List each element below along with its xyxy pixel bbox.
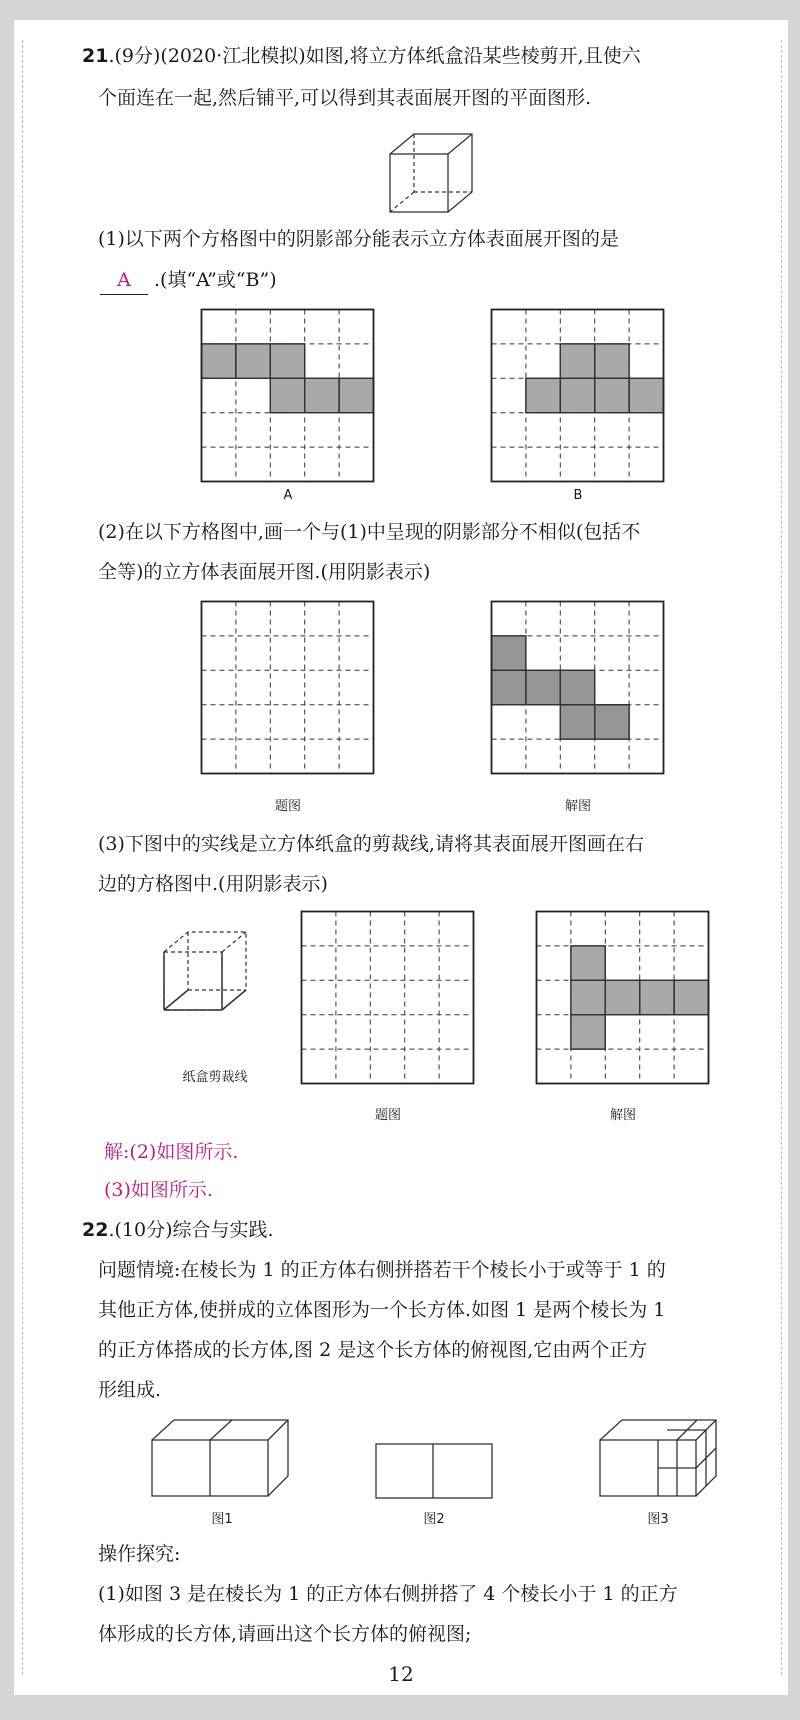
shaded-cell [270, 378, 304, 412]
grid-b-label: B [573, 488, 583, 503]
shaded-cell [560, 344, 594, 378]
q22-figure-1-caption: 图1 [211, 1512, 233, 1527]
shaded-cell [202, 344, 236, 378]
shaded-cell [560, 378, 594, 412]
shaded-cell [571, 980, 605, 1014]
shaded-cell [595, 378, 629, 412]
q21-cut-cube-figure [162, 930, 252, 1012]
q21-number: 21 [82, 45, 109, 67]
q22-context-2: 其他正方体,使拼成的立体图形为一个长方体.如图 1 是两个棱长为 1 [98, 1299, 666, 1321]
q21-header-text: .(9分)(2020·江北模拟)如图,将立方体纸盒沿某些棱剪开,且使六 [108, 45, 641, 67]
shaded-cell [526, 378, 560, 412]
q21-header [82, 42, 641, 70]
shaded-cell [605, 980, 639, 1014]
q22-context-1: 问题情境:在棱长为 1 的正方体右侧拼搭若干个棱长小于或等于 1 的 [98, 1259, 666, 1281]
q22-figure-2 [375, 1443, 493, 1499]
shaded-cell [595, 705, 629, 739]
part2-question-grid [200, 600, 375, 775]
q21-part3-line2: 边的方格图中.(用阴影表示) [98, 873, 328, 895]
shaded-cell [339, 378, 373, 412]
q21-part3-line1: (3)下图中的实线是立方体纸盒的剪裁线,请将其表面展开图画在右 [98, 833, 644, 855]
q22-figure-3 [598, 1418, 718, 1498]
shaded-cell [270, 344, 304, 378]
q22-context-4: 形组成. [98, 1379, 162, 1401]
q21-part1-line1: (1)以下两个方格图中的阴影部分能表示立方体表面展开图的是 [98, 228, 619, 250]
part2-caption-right: 解图 [564, 799, 591, 814]
q22-header [82, 1216, 274, 1244]
q22-header-text: .(10分)综合与实践. [108, 1219, 274, 1241]
q22-figure-2-caption: 图2 [423, 1512, 445, 1527]
q21-cube-figure [388, 132, 478, 214]
margin-line-right [781, 40, 782, 1675]
part3-caption-right: 解图 [609, 1108, 636, 1123]
q21-line2: 个面连在一起,然后铺平,可以得到其表面展开图的平面图形. [98, 87, 592, 109]
part3-answer-grid [535, 910, 710, 1085]
q21-part2-line2: 全等)的立方体表面展开图.(用阴影表示) [98, 561, 431, 583]
q22-part1-line2: 体形成的长方体,请画出这个长方体的俯视图; [98, 1623, 472, 1645]
shaded-cell [640, 980, 674, 1014]
grid-b [490, 308, 665, 483]
q21-solution-1: 解:(2)如图所示. [104, 1141, 239, 1163]
q21-part2-line1: (2)在以下方格图中,画一个与(1)中呈现的阴影部分不相似(包括不 [98, 521, 641, 543]
margin-line-left [22, 40, 23, 1675]
q22-figure-3-caption: 图3 [647, 1512, 669, 1527]
shaded-cell [492, 636, 526, 670]
part3-question-grid [300, 910, 475, 1085]
grid-a-label: A [283, 488, 293, 503]
part2-answer-grid [490, 600, 665, 775]
q21-part1-hint: .(填“A”或“B”) [154, 269, 277, 291]
q22-explore-label: 操作探究: [98, 1543, 181, 1565]
shaded-cell [526, 670, 560, 704]
shaded-cell [629, 378, 663, 412]
grid-a [200, 308, 375, 483]
shaded-cell [236, 344, 270, 378]
q21-part1-answer: A [100, 266, 148, 295]
q21-solution-2: (3)如图所示. [104, 1179, 213, 1201]
shaded-cell [305, 378, 339, 412]
shaded-cell [674, 980, 708, 1014]
shaded-cell [595, 344, 629, 378]
q22-figure-1 [150, 1418, 290, 1498]
shaded-cell [492, 670, 526, 704]
part2-caption-left: 题图 [274, 799, 301, 814]
shaded-cell [571, 946, 605, 980]
q21-part1-line2 [100, 266, 277, 295]
q22-context-3: 的正方体搭成的长方体,图 2 是这个长方体的俯视图,它由两个正方 [98, 1339, 648, 1361]
q22-number: 22 [82, 1219, 109, 1241]
part3-caption-mid: 题图 [374, 1108, 401, 1123]
cut-cube-caption: 纸盒剪裁线 [182, 1070, 248, 1085]
q22-part1-line1: (1)如图 3 是在棱长为 1 的正方体右侧拼搭了 4 个棱长小于 1 的正方 [98, 1583, 678, 1605]
page-number: 12 [388, 1662, 414, 1686]
shaded-cell [571, 1015, 605, 1049]
shaded-cell [560, 670, 594, 704]
shaded-cell [560, 705, 594, 739]
